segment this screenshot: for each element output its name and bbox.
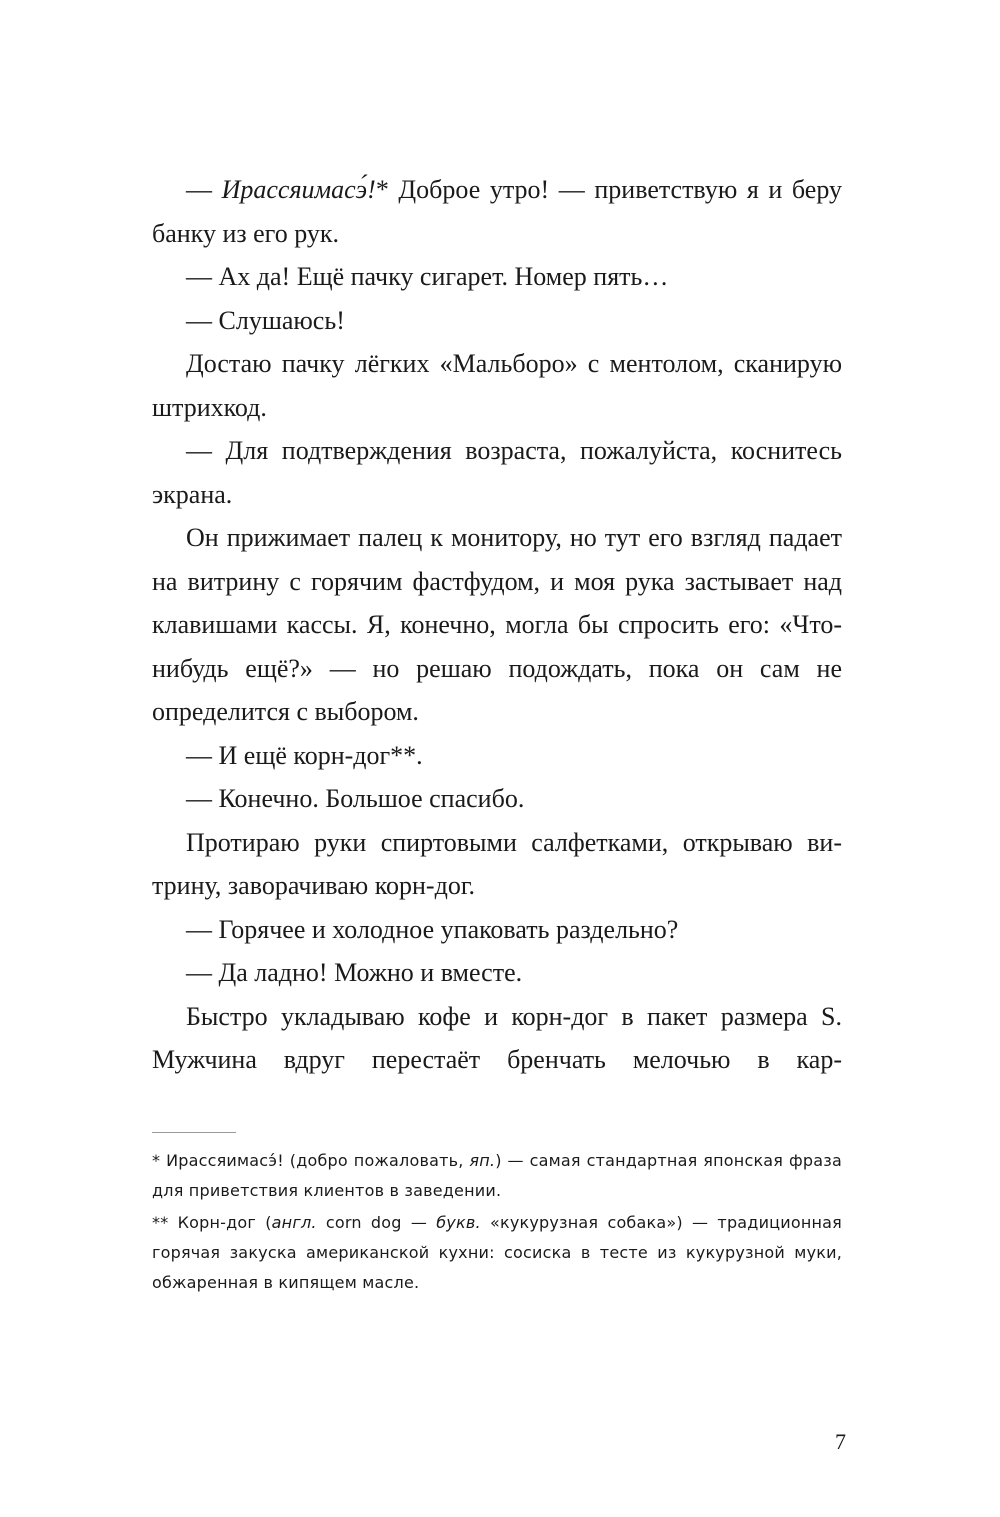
footnotes bbox=[152, 1132, 842, 1300]
paragraph-dialogue: — Слушаюсь! bbox=[186, 305, 345, 335]
footnote-divider bbox=[152, 1132, 236, 1133]
page-number: 7 bbox=[835, 1429, 846, 1454]
paragraph-narration: Протираю руки спиртовыми салфетками, открываю витрину, заворачиваю корн-дог. bbox=[152, 827, 842, 900]
footnote-2: ** Корн-дог (англ. corn dog — букв. «кукурузная собака») — традиционная горячая закуска американской кухни: сосиска в тесте из кукурузной муки, обжаренная в кипящем масле. bbox=[152, 1213, 843, 1292]
paragraph-dialogue: — Для подтверждения возраста, пожалуйста, коснитесь экрана. bbox=[152, 436, 842, 509]
paragraph-dialogue: — Горячее и холодное упаковать раздельно? bbox=[186, 914, 679, 944]
paragraph-narration: Он прижимает палец к монитору, но тут его взгляд падает на витрину с горячим фастфудом, и моя рука застывает над клавишами кассы. Я, конечно, могла бы спросить его: «Что-нибудь ещё?» — но решаю подождать, пока он сам не определится с выбором. bbox=[152, 523, 842, 726]
paragraph-narration: Быстро укладываю кофе и корн-дог в пакет размера S. Мужчина вдруг перестаёт бренчать мелочью в кар- bbox=[152, 1001, 842, 1074]
paragraph-greeting: — Ирассяимасэ́!* Доброе утро! — приветствую я и беру банку из его рук. bbox=[152, 175, 842, 248]
paragraph-narration: Достаю пачку лёгких «Мальборо» с ментолом, сканирую штрихкод. bbox=[152, 349, 842, 422]
main-text bbox=[152, 168, 842, 1082]
body-text bbox=[152, 168, 842, 1082]
footnote-1: * Ирассяимасэ́! (добро пожаловать, яп.) — самая стандартная японская фраза для приветствия клиентов в заведении. bbox=[152, 1151, 842, 1200]
paragraph-dialogue: — И ещё корн-дог**. bbox=[186, 740, 423, 770]
paragraph-dialogue: — Да ладно! Можно и вместе. bbox=[186, 958, 523, 987]
paragraph-dialogue: — Ах да! Ещё пачку сигарет. Номер пять… bbox=[186, 262, 669, 291]
paragraph-dialogue: — Конечно. Большое спасибо. bbox=[186, 784, 525, 813]
greeting-word: Ирассяимасэ́! bbox=[221, 175, 376, 204]
